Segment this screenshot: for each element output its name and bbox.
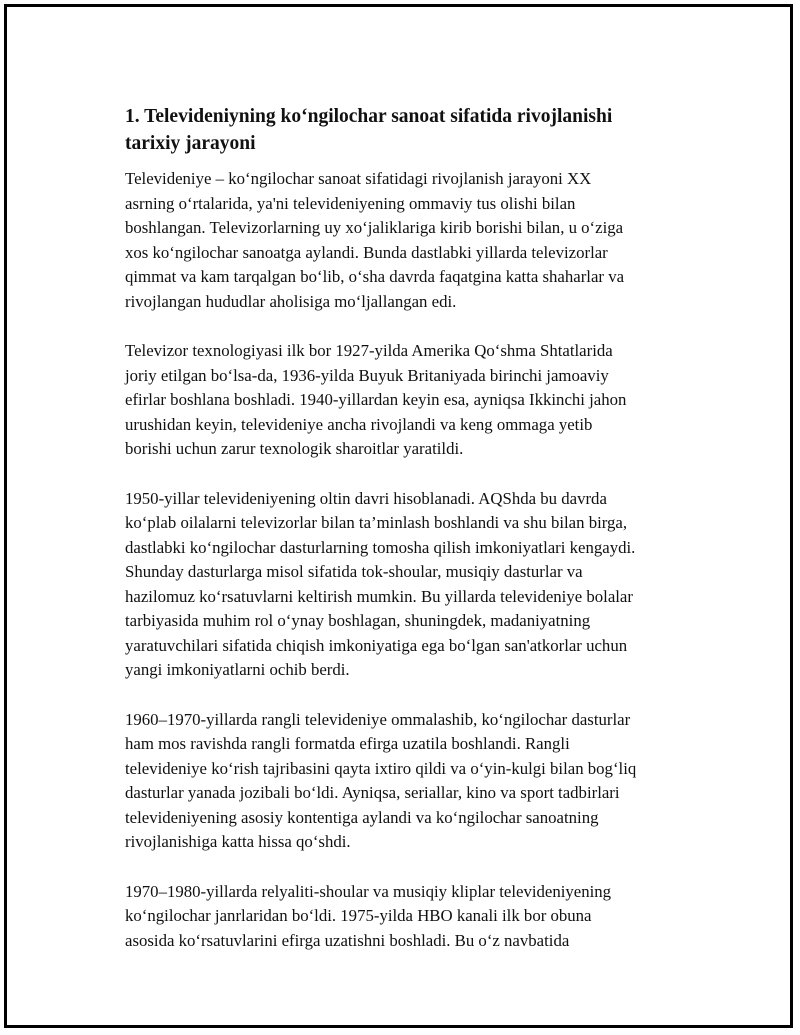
text-line: dastlabki koʻngilochar dasturlarning tomosha qilish imkoniyatlari kengaydi. xyxy=(125,537,636,557)
text-line: 1960–1970-yillarda rangli televideniye ommalashib, koʻngilochar dasturlar xyxy=(125,709,631,729)
paragraph-2 xyxy=(125,339,705,462)
paragraph-4 xyxy=(125,708,705,855)
text-line: yangi imkoniyatlarni ochib berdi. xyxy=(125,660,350,679)
text-line: Televizor texnologiyasi ilk bor 1927-yilda Amerika Qoʻshma Shtatlarida xyxy=(125,341,613,360)
heading-line: tarixiy jarayoni xyxy=(125,133,256,154)
text-line: televideniye koʻrish tajribasini qayta ixtiro qildi va oʻyin-kulgi bilan bogʻliq xyxy=(125,758,637,778)
heading-line: 1. Televideniyning koʻngilochar sanoat sifatida rivojlanishi xyxy=(125,106,613,127)
text-line: koʻngilochar janrlaridan boʻldi. 1975-yilda HBO kanali ilk bor obuna xyxy=(125,906,592,925)
text-line: ham mos ravishda rangli formatda efirga uzatila boshlandi. Rangli xyxy=(125,734,570,753)
text-line: efirlar boshlana boshladi. 1940-yillardan keyin esa, ayniqsa Ikkinchi jahon xyxy=(125,390,627,409)
text-line: tarbiyasida muhim rol oʻynay boshlagan, shuningdek, madaniyatning xyxy=(125,611,591,630)
paragraph-5 xyxy=(125,880,705,954)
text-line: rivojlangan hududlar aholisiga moʻljallangan edi. xyxy=(125,291,457,311)
text-line: qimmat va kam tarqalgan boʻlib, oʻsha davrda faqatgina katta shaharlar va xyxy=(125,267,625,286)
text-line: rivojlanishiga katta hissa qoʻshdi. xyxy=(125,832,351,851)
page-frame xyxy=(4,4,793,1028)
text-line: Shunday dasturlarga misol sifatida tok-shoular, musiqiy dasturlar va xyxy=(125,562,583,581)
section-heading xyxy=(125,103,705,157)
text-line: dasturlar yanada jozibali boʻldi. Ayniqsa, seriallar, kino va sport tadbirlari xyxy=(125,783,620,802)
text-line: urushidan keyin, televideniye ancha rivojlandi va keng ommaga yetib xyxy=(125,414,593,434)
text-line: yaratuvchilari sifatida chiqish imkoniyatiga ega boʻlgan san'atkorlar uchun xyxy=(125,635,628,655)
text-line: joriy etilgan boʻlsa-da, 1936-yilda Buyuk Britaniyada birinchi jamoaviy xyxy=(125,365,609,385)
document-body xyxy=(125,103,705,978)
paragraph-3 xyxy=(125,487,705,683)
text-line: Televideniye – koʻngilochar sanoat sifatidagi rivojlanish jarayoni XX xyxy=(125,169,592,188)
text-line: asrning oʻrtalarida, ya'ni televideniyening ommaviy tus olishi bilan xyxy=(125,193,576,213)
paragraph-1 xyxy=(125,167,705,314)
text-line: boshlangan. Televizorlarning uy xoʻjaliklariga kirib borishi bilan, u oʻziga xyxy=(125,218,624,237)
text-line: hazilomuz koʻrsatuvlarni keltirish mumkin. Bu yillarda televideniye bolalar xyxy=(125,586,633,606)
text-line: borishi uchun zarur texnologik sharoitlar yaratildi. xyxy=(125,439,464,458)
text-line: televideniyening asosiy kontentiga aylandi va koʻngilochar sanoatning xyxy=(125,807,599,827)
text-line: xos koʻngilochar sanoatga aylandi. Bunda dastlabki yillarda televizorlar xyxy=(125,242,608,262)
text-line: 1970–1980-yillarda relyaliti-shoular va musiqiy kliplar televideniyening xyxy=(125,881,612,901)
text-line: 1950-yillar televideniyening oltin davri hisoblanadi. AQShda bu davrda xyxy=(125,488,607,508)
text-line: koʻplab oilalarni televizorlar bilan ta’minlash boshlandi va shu bilan birga, xyxy=(125,513,628,532)
text-line: asosida koʻrsatuvlarini efirga uzatishni boshladi. Bu oʻz navbatida xyxy=(125,930,570,950)
